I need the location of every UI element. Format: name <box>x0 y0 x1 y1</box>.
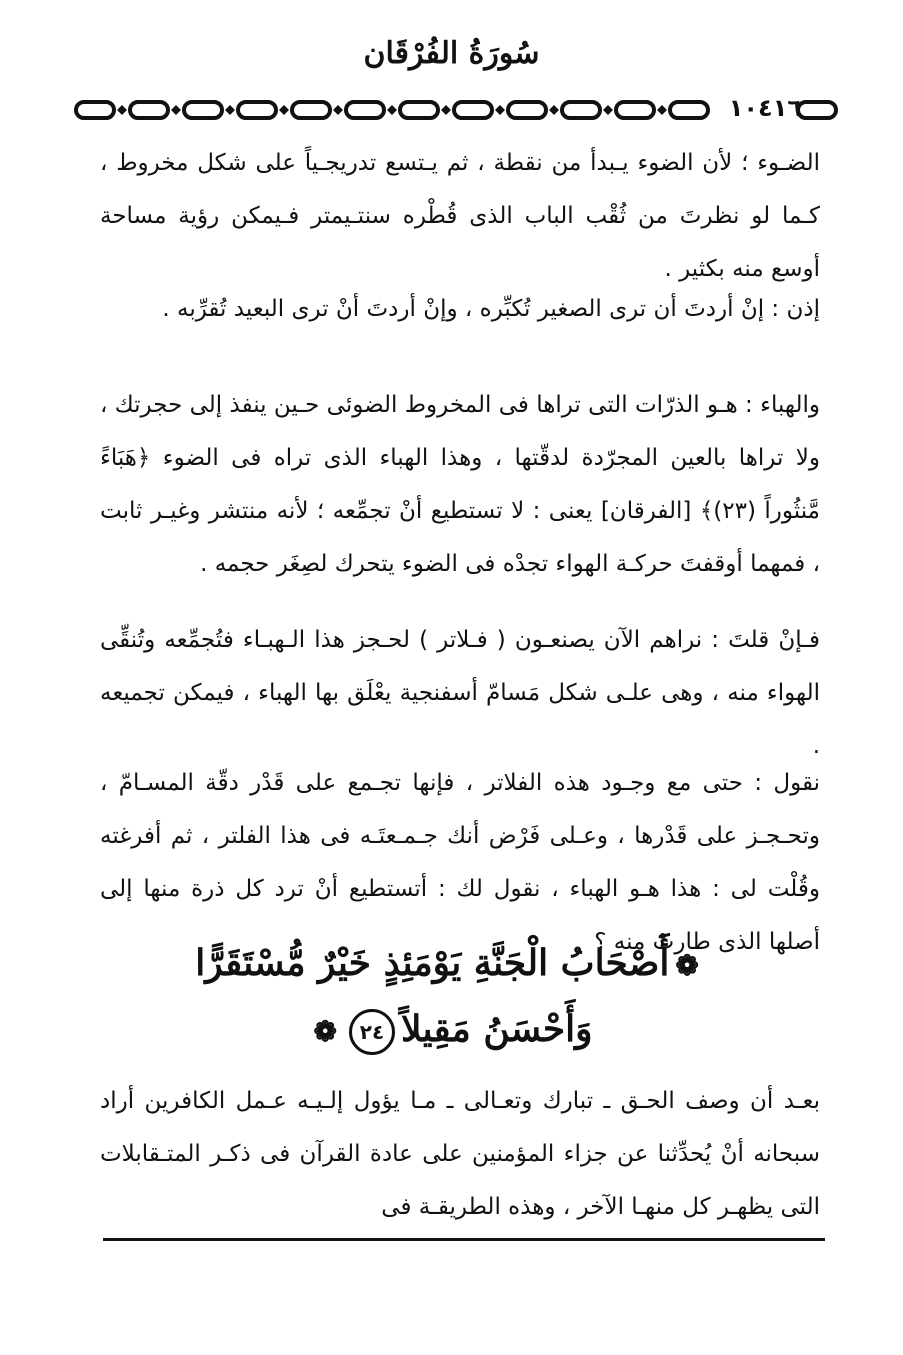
paragraph-5: نقول : حتى مع وجـود هذه الفلاتر ، فإنها تجـمع على قَدْر دقّة المسـامّ ، وتحـجـز على قَدْرها ، وعـلى فَرْض أنك جـمـعتَـه فى هذا الفلتر ، ثم أفرغته وقُلْت لى : هذا هـو الهباء ، نقول لك : أتستطيع أنْ ترد كل ذرة منها إلى أصلها الذى طارتْ منه ؟ <box>100 770 820 955</box>
surah-title: سُورَةُ الفُرْقَان <box>363 36 540 71</box>
quran-verse-line-1 <box>90 942 810 984</box>
paragraph-2: إذن : إنْ أردتَ أن ترى الصغير تُكبِّره ، وإنْ أردتَ أنْ ترى البعيد تُقرِّبه . <box>162 296 820 322</box>
paragraph-3: والهباء : هـو الذرّات التى تراها فى المخروط الضوئى حـين ينفذ إلى حجرتك ، ولا تراها بالعين المجرّدة لدقّتها ، وهذا الهباء الذى تراه فى الضوء ﴿هَبَاءً مَّنثُوراً (٢٣)﴾ [الفرقان] يعنى : لا تستطيع أنْ تجمِّعه ؛ لأنه منتشر وغيـر ثابت ، فمهما أوقفتَ حركـة الهواء تجدْه فى الضوء يتحرك لصِغَر حجمه . <box>100 392 820 577</box>
chain-border-ornament <box>72 96 722 126</box>
verse-open-ornament-icon: ❁ <box>675 949 699 982</box>
quran-verse-line-2 <box>90 1008 810 1055</box>
paragraph-1: الضـوء ؛ لأن الضوء يـبدأ من نقطة ، ثم يـتسع تدريجـياً على شكل مخروط ، كـما لو نظرتَ من ثُقْب الباب الذى قُطْره سنتـيمتر فـيمكن رؤية مساحة أوسع منه بكثير . <box>100 150 820 282</box>
paragraph-4: فـإنْ قلتَ : نراهم الآن يصنعـون ( فـلاتر ) لحـجز هذا الـهبـاء فتُجمِّعه وتُنقِّى الهواء منه ، وهى علـى شكل مَسامّ أسفنجية يعْلَق بها الهباء ، فيمكن تجميعه . <box>100 627 820 759</box>
verse-text-line-2: وَأَحْسَنُ مَقِيلاً <box>400 1008 593 1050</box>
paragraph-6: بعـد أن وصف الحـق ـ تبارك وتعـالى ـ مـا يؤول إلـيـه عـمل الكافرين أراد سبحانه أنْ يُحدِّثنا عن جزاء المؤمنين على عادة القرآن فى ذكـر المتـقابلات التى يظهـر كل منهـا الآخر ، وهذه الطريقـة فى <box>100 1088 820 1220</box>
page-number: ١٠٤١٦ <box>728 94 802 122</box>
footer-rule <box>103 1238 825 1241</box>
verse-text-line-1: أَصْحَابُ الْجَنَّةِ يَوْمَئِذٍ خَيْرٌ مُّسْتَقَرًّا <box>195 942 670 984</box>
ayah-number-badge: ٢٤ <box>349 1009 395 1055</box>
verse-close-ornament-icon: ❁ <box>313 1015 337 1048</box>
